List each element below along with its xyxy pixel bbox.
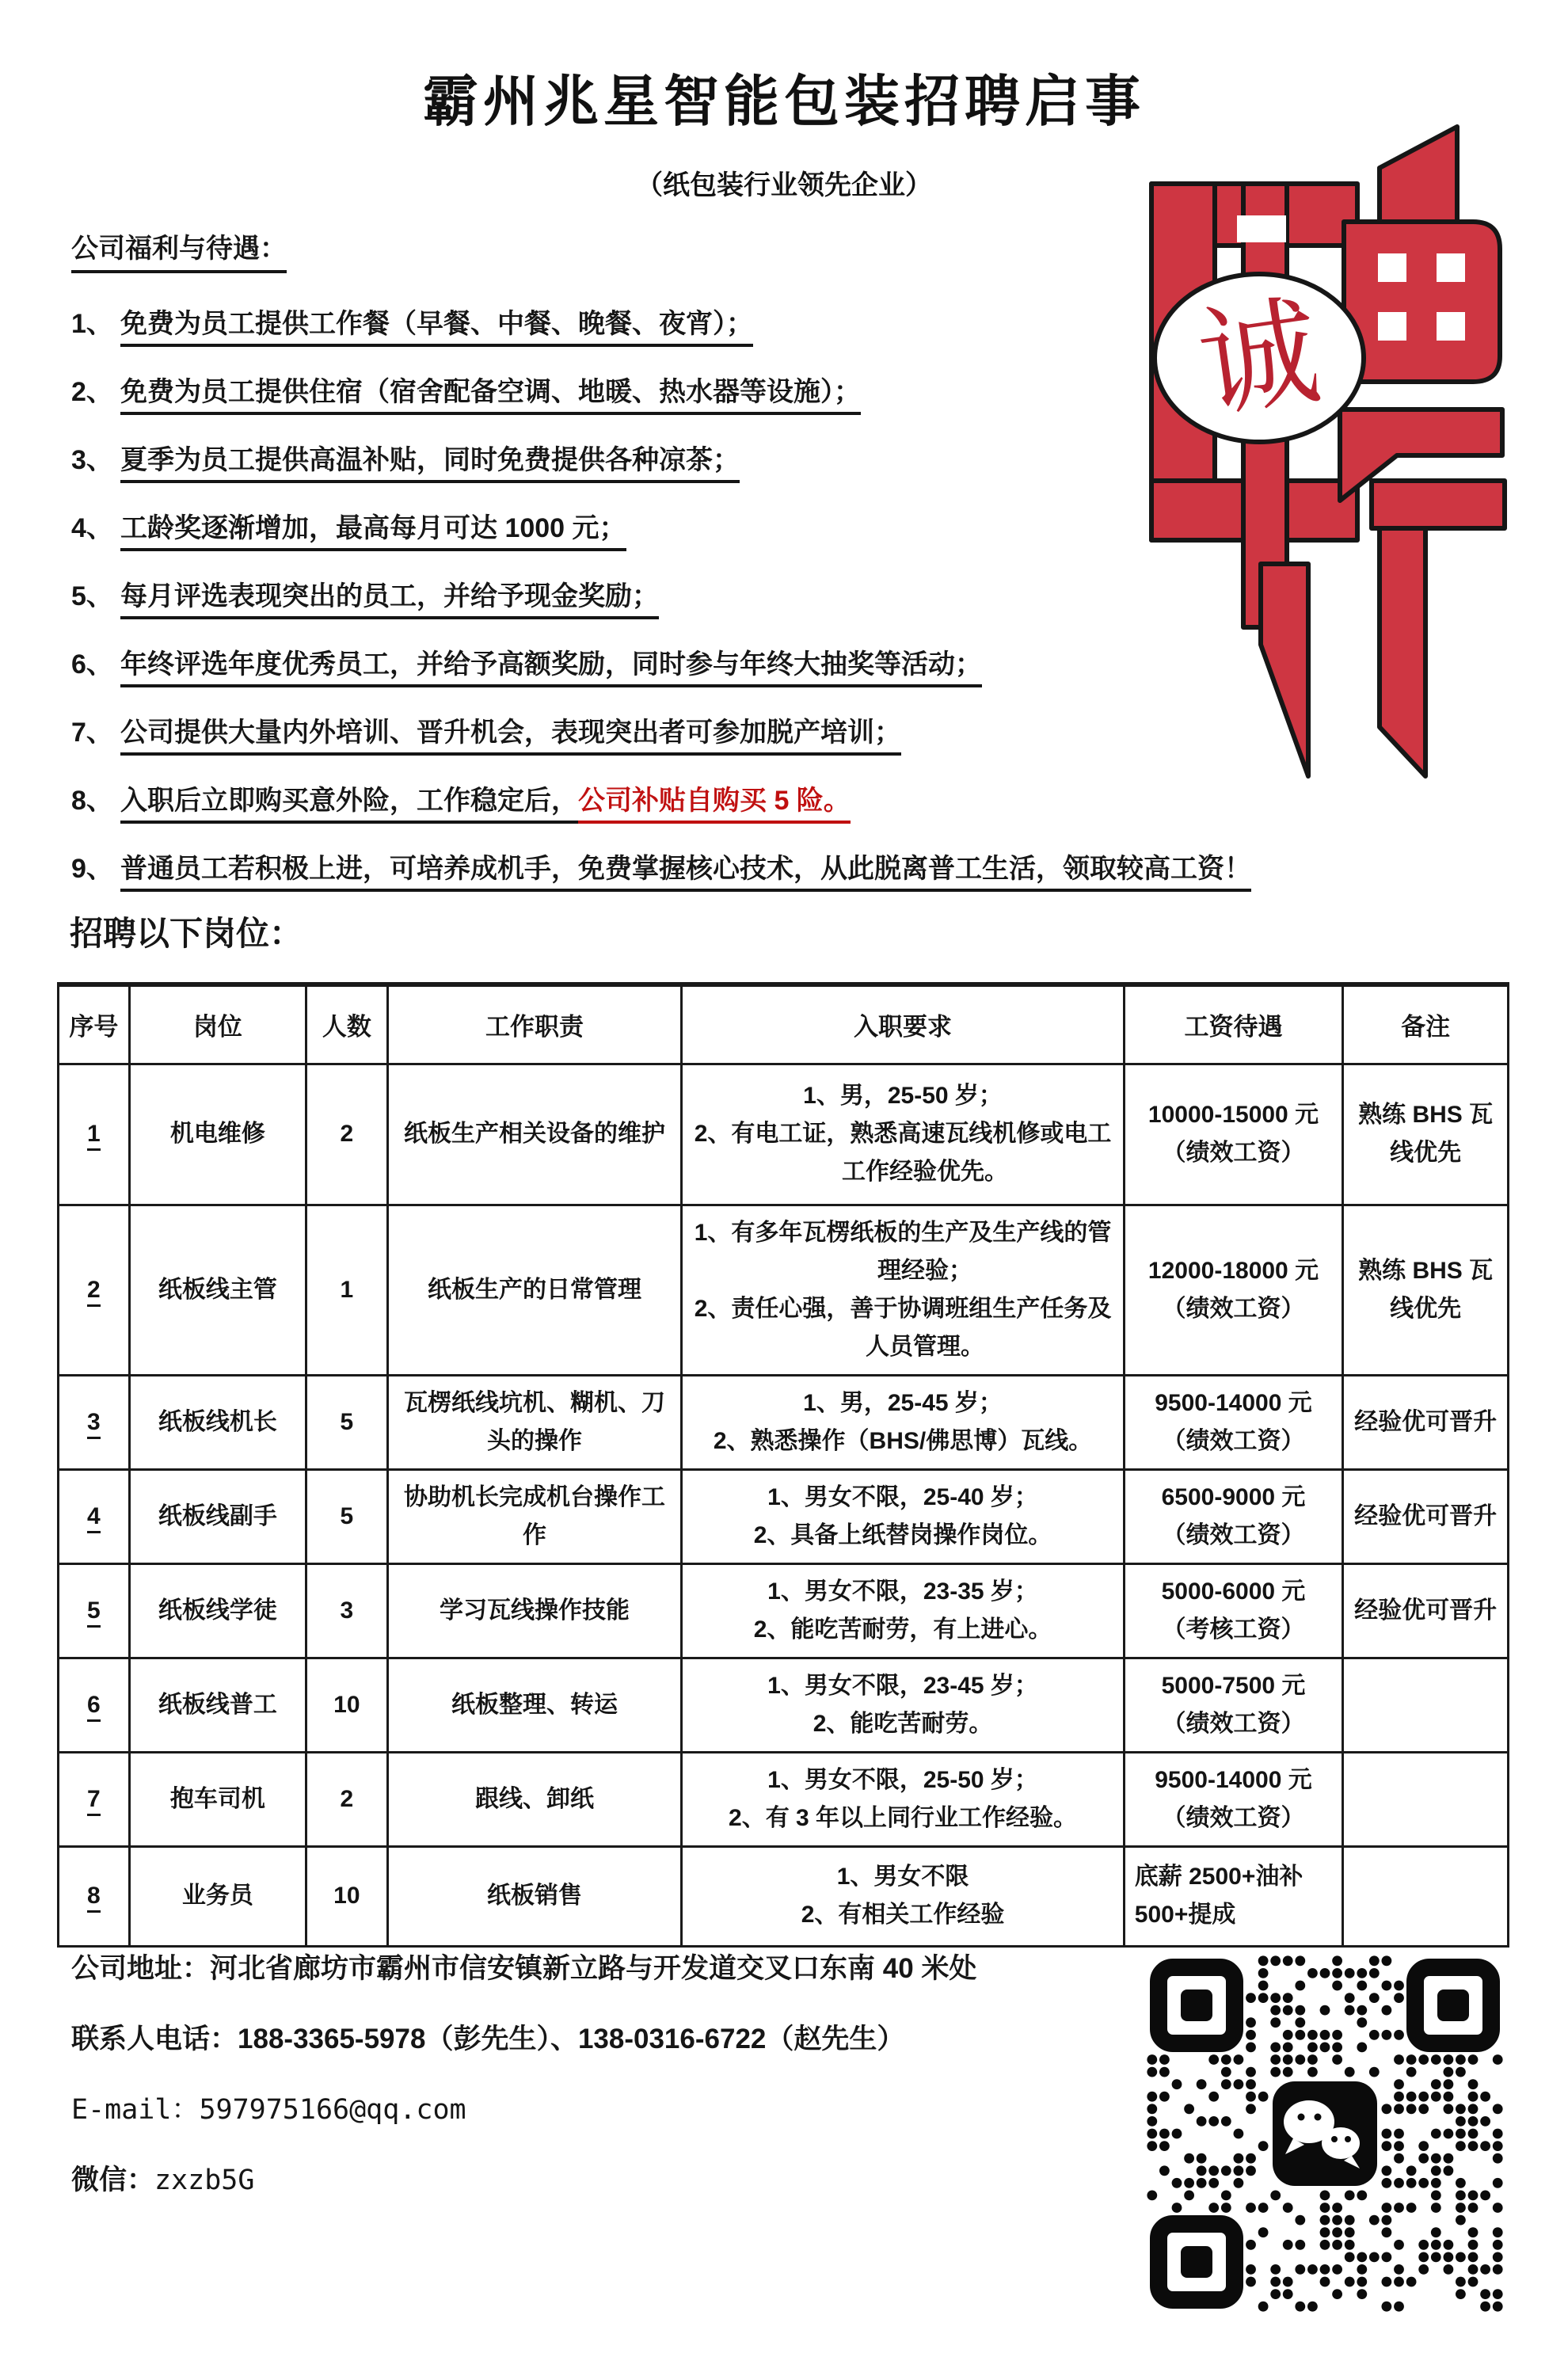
salary-range: 9500-14000 元 <box>1155 1389 1312 1416</box>
row-number: 8 <box>87 1883 101 1913</box>
cell-requirements <box>682 1375 1124 1469</box>
cell-no <box>59 1469 130 1563</box>
requirement-line: 1、男女不限，23-35 岁； <box>767 1578 1038 1605</box>
benefit-text: 入职后立即购买意外险，工作稳定后， <box>120 786 578 824</box>
cell-position: 业务员 <box>129 1846 306 1946</box>
benefit-text-highlight: 公司补贴自购买 5 险。 <box>578 786 851 824</box>
cell-note: 熟练 BHS 瓦线优先 <box>1343 1205 1509 1375</box>
benefit-text: 免费为员工提供工作餐（早餐、中餐、晚餐、夜宵）； <box>120 309 753 347</box>
requirement-line: 1、有多年瓦楞纸板的生产及生产线的管理经验； <box>694 1219 1112 1284</box>
requirement-line: 1、男女不限，25-40 岁； <box>767 1483 1038 1510</box>
positions-heading: 招聘以下岗位： <box>70 915 303 952</box>
cell-duty: 协助机长完成机台操作工作 <box>387 1469 682 1563</box>
wechat-qr-code <box>1146 1955 1504 2313</box>
benefit-number: 4、 <box>71 513 113 543</box>
cell-requirements <box>682 1563 1124 1658</box>
cell-note <box>1343 1658 1509 1752</box>
table-header-row <box>59 984 1509 1064</box>
cell-position: 纸板线学徒 <box>129 1563 306 1658</box>
cell-no <box>59 1205 130 1375</box>
benefit-number: 9、 <box>71 854 113 884</box>
page-subtitle: （纸包装行业领先企业） <box>636 170 932 200</box>
benefit-number: 2、 <box>71 377 113 407</box>
requirement-line: 2、能吃苦耐劳。 <box>813 1710 993 1737</box>
requirement-line: 2、具备上纸替岗操作岗位。 <box>753 1521 1052 1548</box>
cell-salary <box>1124 1469 1342 1563</box>
wechat-label: 微信： <box>71 2165 155 2195</box>
benefit-number: 5、 <box>71 581 113 611</box>
table-row <box>59 1846 1509 1946</box>
requirement-line: 2、责任心强，善于协调班组生产任务及人员管理。 <box>694 1295 1112 1360</box>
cell-requirements <box>682 1469 1124 1563</box>
wechat-value: zxzb5G <box>154 2165 255 2196</box>
cell-requirements <box>682 1846 1124 1946</box>
contact-section <box>71 1947 1132 2229</box>
cell-duty: 学习瓦线操作技能 <box>387 1563 682 1658</box>
requirement-line: 1、男女不限，23-45 岁； <box>767 1672 1038 1699</box>
benefit-text: 公司提供大量内外培训、晋升机会，表现突出者可参加脱产培训； <box>120 718 901 756</box>
qr-code-art <box>1146 1955 1504 2313</box>
benefit-number: 8、 <box>71 786 113 816</box>
table-row <box>59 1064 1509 1205</box>
cell-note: 经验优可晋升 <box>1343 1563 1509 1658</box>
cell-salary <box>1124 1658 1342 1752</box>
benefit-item-5 <box>71 574 1307 611</box>
cell-salary <box>1124 1563 1342 1658</box>
benefit-item-8 <box>71 779 1307 815</box>
benefit-number: 1、 <box>71 309 113 339</box>
cell-duty: 瓦楞纸线坑机、糊机、刀头的操作 <box>387 1375 682 1469</box>
table-row <box>59 1563 1509 1658</box>
salary-range: 5000-6000 元 <box>1161 1578 1306 1605</box>
header-duty: 工作职责 <box>387 984 682 1064</box>
cell-note: 熟练 BHS 瓦线优先 <box>1343 1064 1509 1205</box>
cell-salary <box>1124 1375 1342 1469</box>
header-position: 岗位 <box>129 984 306 1064</box>
company-address-line <box>71 1947 1132 1988</box>
row-number: 5 <box>87 1597 101 1628</box>
header-requirements: 入职要求 <box>682 984 1124 1064</box>
cell-count: 1 <box>306 1205 388 1375</box>
table-row <box>59 1658 1509 1752</box>
cell-no <box>59 1658 130 1752</box>
benefit-text: 每月评选表现突出的员工，并给予现金奖励； <box>120 581 659 619</box>
benefit-number: 6、 <box>71 649 113 680</box>
benefit-number: 3、 <box>71 445 113 475</box>
cell-no <box>59 1563 130 1658</box>
salary-type: （绩效工资） <box>1162 1140 1305 1166</box>
cell-duty: 纸板销售 <box>387 1846 682 1946</box>
cell-count: 5 <box>306 1375 388 1469</box>
salary-type: （绩效工资） <box>1162 1710 1305 1737</box>
cheng-badge-text: 诚 <box>1191 284 1327 432</box>
requirement-line: 1、男，25-50 岁； <box>803 1083 1003 1109</box>
benefits-section <box>71 227 1307 915</box>
header-salary: 工资待遇 <box>1124 984 1342 1064</box>
benefit-item-9 <box>71 847 1307 883</box>
benefit-text: 年终评选年度优秀员工，并给予高额奖励，同时参与年终大抽奖等活动； <box>120 649 982 687</box>
salary-range: 6500-9000 元 <box>1161 1483 1306 1510</box>
table-row <box>59 1469 1509 1563</box>
benefit-item-2 <box>71 370 1307 406</box>
table-row <box>59 1205 1509 1375</box>
row-number: 1 <box>87 1121 101 1151</box>
header-note: 备注 <box>1343 984 1509 1064</box>
cell-note: 经验优可晋升 <box>1343 1469 1509 1563</box>
benefit-item-6 <box>71 642 1307 679</box>
cell-no <box>59 1846 130 1946</box>
cell-duty: 纸板生产的日常管理 <box>387 1205 682 1375</box>
cell-salary <box>1124 1064 1342 1205</box>
contact-phone-line <box>71 2017 1132 2058</box>
requirement-line: 2、有 3 年以上同行业工作经验。 <box>729 1804 1078 1831</box>
benefit-number: 7、 <box>71 718 113 748</box>
salary-range: 底薪 2500+油补 <box>1134 1864 1303 1890</box>
salary-type: 500+提成 <box>1134 1902 1236 1928</box>
salary-range: 12000-18000 元 <box>1147 1257 1319 1284</box>
requirement-line: 2、熟悉操作（BHS/佛思博）瓦线。 <box>713 1427 1093 1454</box>
phone-value: 188-3365-5978（彭先生）、138-0316-6722（赵先生） <box>238 2024 905 2054</box>
cell-requirements <box>682 1205 1124 1375</box>
cell-count: 10 <box>306 1846 388 1946</box>
cell-note: 经验优可晋升 <box>1343 1375 1509 1469</box>
salary-type: （绩效工资） <box>1162 1295 1305 1322</box>
row-number: 2 <box>87 1277 101 1307</box>
salary-type: （绩效工资） <box>1162 1521 1305 1548</box>
header-no: 序号 <box>59 984 130 1064</box>
phone-label: 联系人电话： <box>71 2024 238 2054</box>
cell-count: 2 <box>306 1064 388 1205</box>
cell-salary <box>1124 1752 1342 1846</box>
salary-range: 5000-7500 元 <box>1161 1672 1306 1699</box>
positions-table <box>57 982 1509 1948</box>
requirement-line: 2、能吃苦耐劳，有上进心。 <box>753 1616 1052 1643</box>
address-value: 河北省廊坊市霸州市信安镇新立路与开发道交叉口东南 40 米处 <box>210 1953 977 1984</box>
cell-requirements <box>682 1064 1124 1205</box>
benefit-text: 免费为员工提供住宿（宿舍配备空调、地暖、热水器等设施）； <box>120 377 861 415</box>
cell-salary <box>1124 1846 1342 1946</box>
cell-position: 纸板线机长 <box>129 1375 306 1469</box>
salary-range: 10000-15000 元 <box>1147 1102 1319 1128</box>
benefit-item-7 <box>71 710 1307 747</box>
header-count: 人数 <box>306 984 388 1064</box>
cell-count: 3 <box>306 1563 388 1658</box>
email-value: 597975166@qq.com <box>199 2094 466 2126</box>
cell-salary <box>1124 1205 1342 1375</box>
cell-note <box>1343 1846 1509 1946</box>
table-row <box>59 1375 1509 1469</box>
email-label: E-mail： <box>71 2094 200 2126</box>
benefits-heading: 公司福利与待遇： <box>71 227 287 273</box>
cell-no <box>59 1752 130 1846</box>
cell-no <box>59 1064 130 1205</box>
cell-count: 5 <box>306 1469 388 1563</box>
salary-type: （绩效工资） <box>1162 1804 1305 1831</box>
row-number: 4 <box>87 1503 101 1533</box>
cell-position: 抱车司机 <box>129 1752 306 1846</box>
cell-duty: 纸板生产相关设备的维护 <box>387 1064 682 1205</box>
cell-duty: 跟线、卸纸 <box>387 1752 682 1846</box>
table-row <box>59 1752 1509 1846</box>
cell-requirements <box>682 1658 1124 1752</box>
salary-type: （考核工资） <box>1162 1616 1305 1643</box>
benefit-item-1 <box>71 302 1307 338</box>
wechat-icon <box>1273 2081 1377 2186</box>
cell-position: 机电维修 <box>129 1064 306 1205</box>
requirement-line: 1、男女不限，25-50 岁； <box>767 1766 1038 1793</box>
email-line <box>71 2088 1132 2129</box>
row-number: 6 <box>87 1692 101 1722</box>
cell-duty: 纸板整理、转运 <box>387 1658 682 1752</box>
cell-no <box>59 1375 130 1469</box>
requirement-line: 2、有相关工作经验 <box>801 1902 1005 1928</box>
address-label: 公司地址： <box>71 1953 211 1984</box>
page-title: 霸州兆星智能包装招聘启事 <box>423 70 1145 132</box>
salary-range: 9500-14000 元 <box>1155 1766 1312 1793</box>
salary-type: （绩效工资） <box>1162 1427 1305 1454</box>
row-number: 3 <box>87 1409 101 1439</box>
benefit-item-3 <box>71 438 1307 474</box>
cell-position: 纸板线普工 <box>129 1658 306 1752</box>
cell-note <box>1343 1752 1509 1846</box>
cell-count: 2 <box>306 1752 388 1846</box>
benefit-text: 夏季为员工提供高温补贴，同时免费提供各种凉茶； <box>120 445 740 483</box>
benefit-text: 普通员工若积极上进，可培养成机手，免费掌握核心技术，从此脱离普工生活，领取较高工资！ <box>120 854 1251 892</box>
requirement-line: 2、有电工证，熟悉高速瓦线机修或电工工作经验优先。 <box>694 1121 1112 1185</box>
cell-count: 10 <box>306 1658 388 1752</box>
cell-requirements <box>682 1752 1124 1846</box>
cell-position: 纸板线主管 <box>129 1205 306 1375</box>
row-number: 7 <box>87 1786 101 1816</box>
cell-position: 纸板线副手 <box>129 1469 306 1563</box>
requirement-line: 1、男，25-45 岁； <box>803 1389 1003 1416</box>
benefit-item-4 <box>71 506 1307 543</box>
benefit-text: 工龄奖逐渐增加，最高每月可达 1000 元； <box>120 513 626 551</box>
requirement-line: 1、男女不限 <box>836 1864 969 1890</box>
wechat-line <box>71 2158 1132 2199</box>
